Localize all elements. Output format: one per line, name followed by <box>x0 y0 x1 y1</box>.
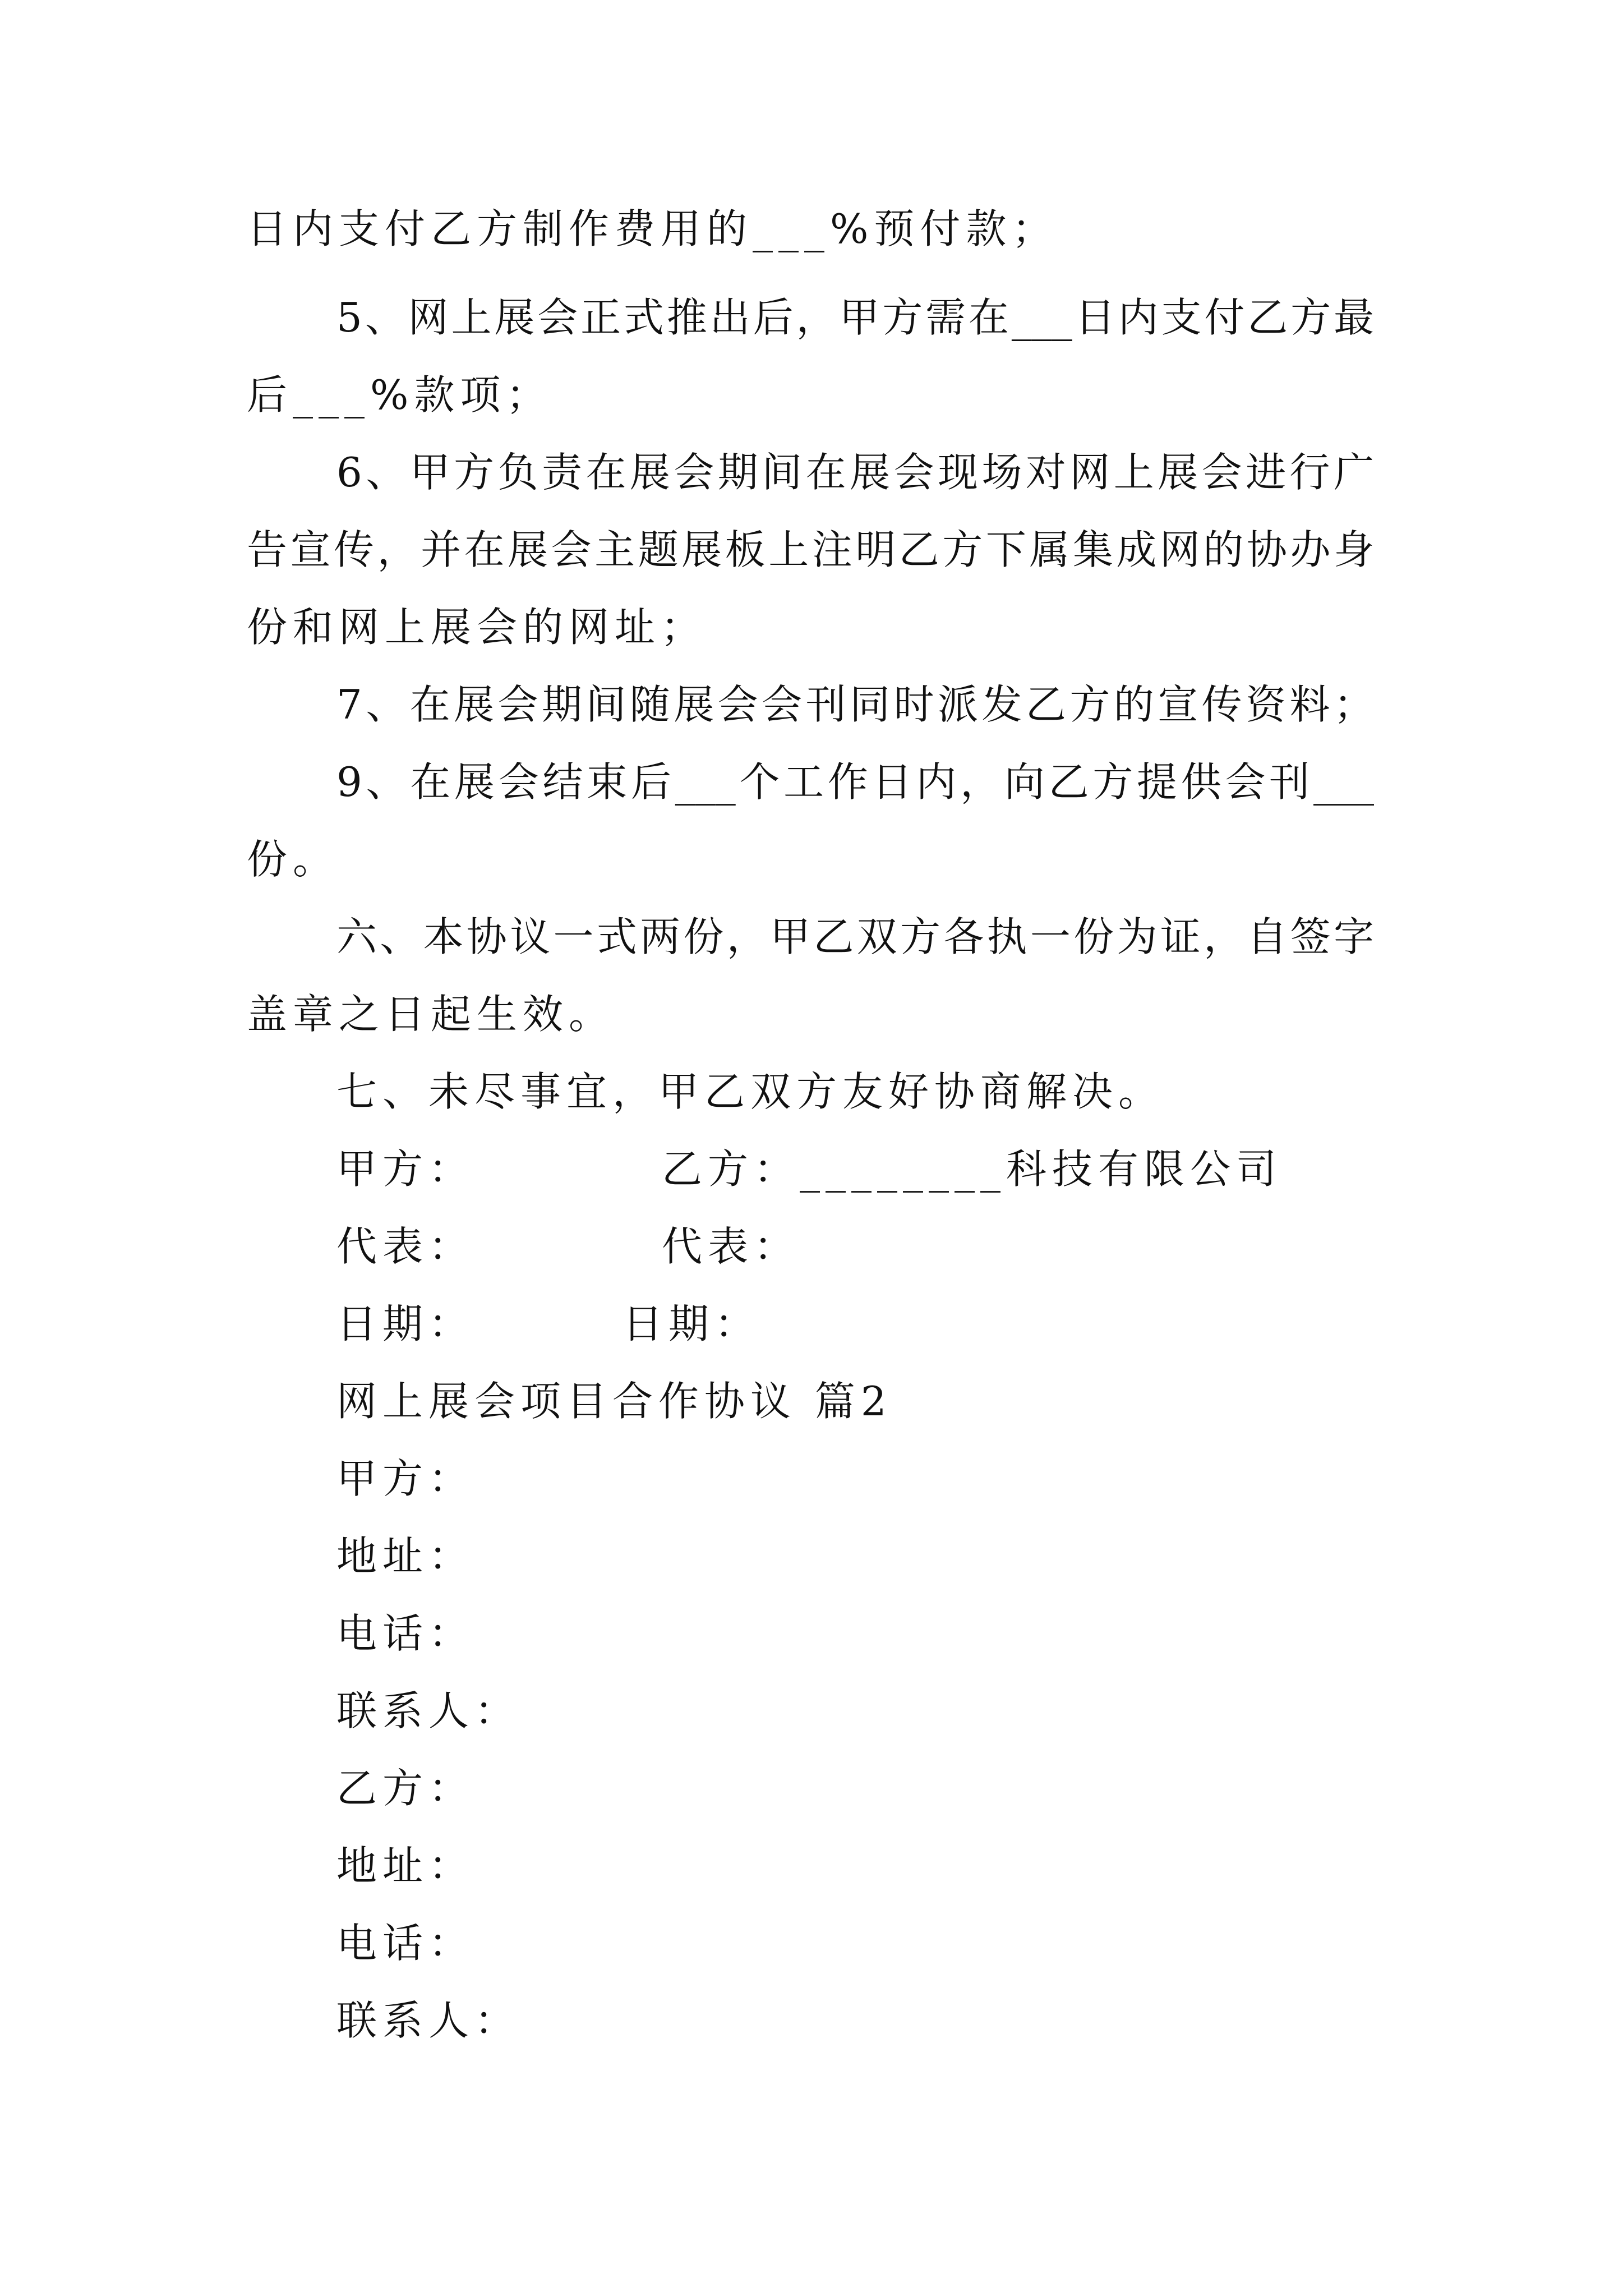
paragraph-line: 盖章之日起生效。 <box>247 991 615 1038</box>
paragraph-line: 7、在展会期间随展会会刊同时派发乙方的宣传资料； <box>336 681 1374 728</box>
date-a-label: 日期： <box>336 1300 475 1347</box>
field-label: 地址： <box>336 1533 475 1580</box>
rep-a-label: 代表： <box>336 1223 475 1270</box>
paragraph-line: 七、未尽事宜，甲乙双方友好协商解决。 <box>336 1068 1165 1115</box>
paragraph-line: 6、甲方负责在展会期间在展会现场对网上展会进行广 <box>336 449 1374 496</box>
field-label: 乙方： <box>336 1765 475 1812</box>
paragraph-line: 份。 <box>247 836 339 883</box>
party-b-label: 乙方：________科技有限公司 <box>662 1145 1283 1193</box>
paragraph-line: 5、网上展会正式推出后，甲方需在___日内支付乙方最 <box>336 294 1374 341</box>
paragraph-line: 份和网上展会的网址； <box>247 604 707 651</box>
field-label: 地址： <box>336 1842 475 1889</box>
field-label: 电话： <box>336 1610 475 1657</box>
field-label: 电话： <box>336 1920 475 1967</box>
section-title: 网上展会项目合作协议 篇2 <box>336 1378 892 1425</box>
paragraph-line: 六、本协议一式两份，甲乙双方各执一份为证，自签字 <box>336 913 1374 960</box>
rep-b-label: 代表： <box>662 1223 800 1270</box>
field-label: 联系人： <box>336 1687 521 1734</box>
field-label: 联系人： <box>336 1997 521 2044</box>
field-label: 甲方： <box>336 1455 475 1502</box>
paragraph-line: 9、在展会结束后___个工作日内，向乙方提供会刊___ <box>336 758 1374 806</box>
party-a-label: 甲方： <box>336 1145 475 1193</box>
paragraph-line: 后___%款项； <box>247 371 552 418</box>
paragraph-line: 日内支付乙方制作费用的___%预付款； <box>247 205 1058 252</box>
date-b-label: 日期： <box>623 1300 761 1347</box>
paragraph-line: 告宣传，并在展会主题展板上注明乙方下属集成网的协办身 <box>247 526 1374 573</box>
